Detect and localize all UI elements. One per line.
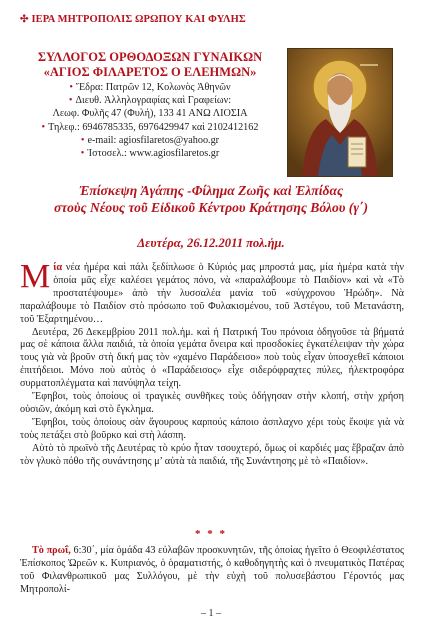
info-line: • Ἕδρα: Πατρῶν 12, Κολωνὸς Ἀθηνῶν (69, 82, 231, 93)
metropolis-header: ✣ ΙΕΡΑ ΜΗΤΡΟΠΟΛΙΣ ΩΡΩΠΟΥ ΚΑΙ ΦΥΛΗΣ (20, 14, 246, 25)
info-line: Λεωφ. Φυλῆς 47 (Φυλή), 133 41 ΑΝΩ ΛΙΟΣΙΑ (52, 108, 248, 120)
bullet-icon: • (80, 148, 85, 160)
article-date: Δευτέρα, 26.12.2011 πολ.ἡμ. (137, 236, 285, 250)
bullet-icon: • (68, 95, 73, 107)
cross-icon: ✣ (20, 14, 29, 25)
drop-cap: Μ (20, 258, 51, 295)
paragraph: Τὸ πρωΐ, 6:30΄, μία ὁμάδα 43 εὐλαβῶν προσκυνητῶν, τῆς ὁποίας ἡγεῖτο ὁ Θεοφιλέστατος Ἐπίσκοπος Ὠρεῶν κ. Κυπριανός, ὁ ὁραματιστής, ὁ καθοδηγητὴς καὶ ὁ πνευματικὸς Πατέρας τοῦ Φιλανθρωπικοῦ μας Συλλόγου, μὲ τὴν εὐχὴ τοῦ πολυσεβάστου Γέροντός μας Μητροπολί- (20, 545, 404, 595)
paragraph: Ἔφηβοι, τοὺς ὁποίους σὰν ἄγουρους καρπούς κάποιο ἀσπλαχνο χέρι τοὺς ἔκοψε γιὰ νὰ τοὺς πετάξει στὸ βοῦρκο καὶ στὴ λάσπη. (20, 416, 404, 441)
article-body-bottom (20, 545, 404, 597)
info-line: • e-mail: agiosfilaretos@yahoo.gr (80, 134, 220, 146)
paragraph: Αὐτὸ τὸ πρωϊνὸ τῆς Δευτέρας τὸ κρύο ἦταν τσουχτερό, ὅμως οἱ καρδιές μας ἔβραζαν ἀπὸ τὸν γλυκὸ πόθο τῆς συνάντησης μ’ αὐτὰ τὰ παιδιά, τῆς Συνάντησης μὲ τὸ «Παιδίον». (20, 442, 404, 467)
page-number: – 1 – (201, 608, 221, 619)
bullet-icon: • (80, 134, 85, 146)
contact-info (20, 81, 280, 160)
paragraph: Δευτέρα, 26 Δεκεμβρίου 2011 πολ.ἡμ. καὶ ἡ Πατρική Του πρόνοια ὁδηγοῦσε τὰ βήματά μας σὲ κάποια ἄλλα παιδιά, τὰ ὁποία γεμάτα ὄνειρα καὶ προσδοκίες ἐγκατέλειψαν τὴν χώρα τους γιὰ νὰ βροῦν στὴ δική μας τὸν «χαμένο Παράδεισο» ποὺ τοὺς εἶχαν ὑποσχεθεῖ κάποιοι ἐπιτήδειοι. Μόνο ποὺ αὐτὸς ὁ «Παράδεισος» εἶχε σιδερόφραχτες πύλες, ἠλεκτροφόρα συρματοπλέγματα καὶ πανύψηλα τείχη. (20, 326, 404, 390)
article-title-line1: Ἐπίσκεψη Ἀγάπης -Φίλημα Ζωῆς καὶ Ἐλπίδας (78, 183, 344, 198)
article-title-line2: στοὺς Νέους τοῦ Εἰδικοῦ Κέντρου Κράτησης Βόλου (γ΄) (53, 200, 369, 215)
paragraph: Ἔφηβοι, τοὺς ὁποίους οἱ τραγικὲς συνθῆκες τοὺς ὁδήγησαν στὴν κλοπή, στὴν χρήση οὐσιῶν, ἀκόμη καὶ στὸ ἔγκλημα. (20, 391, 404, 415)
paragraph: Μία νέα ἡμέρα καὶ πάλι ξεδίπλωσε ὁ Κύριός μας μπροστά μας, μία ἡμέρα κατὰ τὴν ὁποία μᾶς εἶχε καλέσει γεμάτος πόνο, νὰ «παραλάβουμε τὸ Παιδίον» καὶ νὰ «Τὸ προστατέψουμε» ἀπὸ τὴν λυσσαλέα μανία τοῦ «σύγχρονου Ἡρώδη». Νὰ παραλάβουμε τὸ Παιδίον στὸ πρόσωπο τοῦ Φυλακισμένου, τοῦ Ἀστέγου, τοῦ Μετανάστη, τοῦ Ἐξαρτημένου… (20, 258, 404, 325)
saint-icon-image (287, 48, 393, 177)
article-body-top (20, 258, 404, 469)
saint-philaretos-icon (288, 49, 392, 176)
info-line: • Ἰστοσελ.: www.agiosfilaretos.gr (80, 148, 220, 160)
org-name-line2: «ΑΓΙΟΣ ΦΙΛΑΡΕΤΟΣ Ο ΕΛΕΗΜΩΝ» (43, 65, 257, 79)
bullet-icon: • (69, 82, 73, 93)
info-line: • Διευθ. Ἀλληλογραφίας καὶ Γραφείων: (68, 95, 232, 107)
bullet-icon: • (41, 121, 46, 133)
org-name-line1: ΣΥΛΛΟΓΟΣ ΟΡΘΟΔΟΞΩΝ ΓΥΝΑΙΚΩΝ (37, 50, 263, 64)
section-divider: * * * (195, 528, 227, 540)
info-line: • Τηλεφ.: 6946785335, 6976429947 καὶ 2102412162 (41, 121, 259, 133)
